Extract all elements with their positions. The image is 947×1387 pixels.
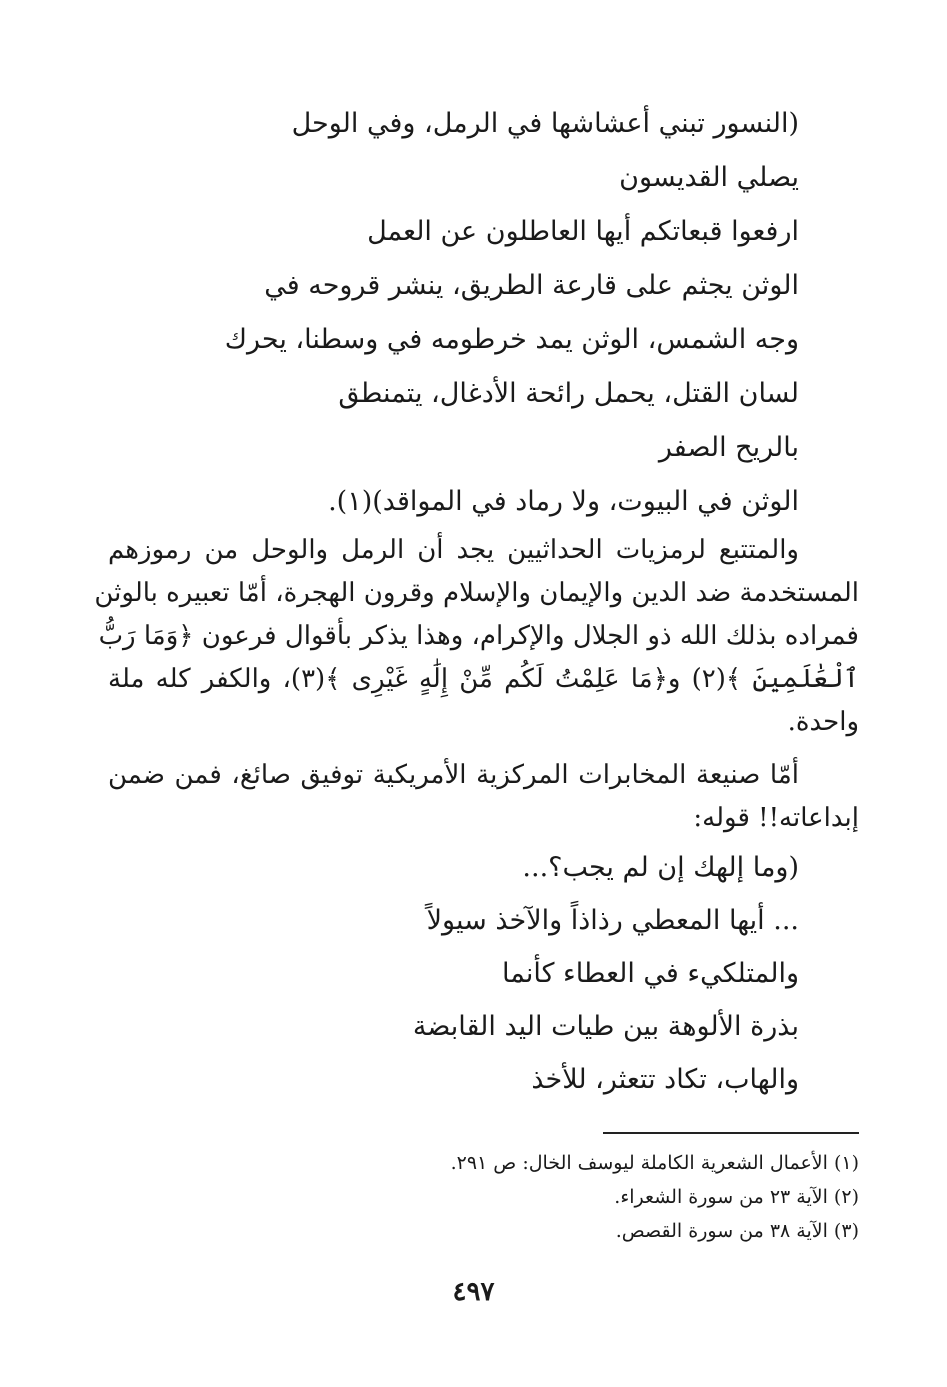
poem-line: ... أيها المعطي رذاذاً والآخذ سيولاً (426, 905, 799, 936)
footnote: (٢) الآية ٢٣ من سورة الشعراء. (614, 1186, 859, 1208)
paragraph-line: ٱلْعَٰلَمِينَ ﴾(٢) و﴿مَا عَلِمْتُ لَكُم مِّنْ إِلَٰهٍ غَيْرِى ﴾(٣)، والكفر كله ملة (108, 664, 859, 694)
poem-line: ارفعوا قبعاتكم أيها العاطلون عن العمل (367, 216, 799, 247)
poem-line: والهاب، تكاد تتعثر، للأخذ (531, 1064, 799, 1095)
poem-line: (وما إلهك إن لم يجب؟... (522, 852, 799, 883)
poem-line: (النسور تبني أعشاشها في الرمل، وفي الوحل (291, 108, 799, 139)
paragraph-line: واحدة. (787, 707, 859, 737)
poem-line: لسان القتل، يحمل رائحة الأدغال، يتمنطق (338, 378, 799, 409)
paragraph-line: والمتتبع لرمزيات الحداثيين يجد أن الرمل والوحل من رموزهم (108, 535, 799, 565)
footnote: (١) الأعمال الشعرية الكاملة ليوسف الخال: ص ٢٩١. (450, 1152, 859, 1174)
poem-line: والمتلكيء في العطاء كأنما (502, 958, 799, 989)
paragraph-line: أمّا صنيعة المخابرات المركزية الأمريكية توفيق صائغ، فمن ضمن (108, 760, 799, 790)
poem-line: الوثن في البيوت، ولا رماد في المواقد)(١). (328, 486, 799, 517)
paragraph-line: إبداعاته!! قوله: (693, 803, 859, 833)
poem-line: بالريح الصفر (658, 432, 799, 463)
poem-line: الوثن يجثم على قارعة الطريق، ينشر قروحه في (264, 270, 799, 301)
poem-line: بذرة الألوهة بين طيات اليد القابضة (412, 1011, 799, 1042)
poem-line: وجه الشمس، الوثن يمد خرطومه في وسطنا، يحرك (224, 324, 799, 355)
paragraph-line: فمراده بذلك الله ذو الجلال والإكرام، وهذا يذكر بأقوال فرعون ﴿وَمَا رَبُّ (98, 621, 859, 651)
page-number: ٤٩٧ (452, 1277, 495, 1307)
footnote: (٣) الآية ٣٨ من سورة القصص. (615, 1220, 859, 1242)
poem-line: يصلي القديسون (619, 162, 799, 193)
footnote-separator (603, 1132, 859, 1134)
paragraph-line: المستخدمة ضد الدين والإيمان والإسلام وقرون الهجرة، أمّا تعبيره بالوثن (94, 578, 859, 608)
